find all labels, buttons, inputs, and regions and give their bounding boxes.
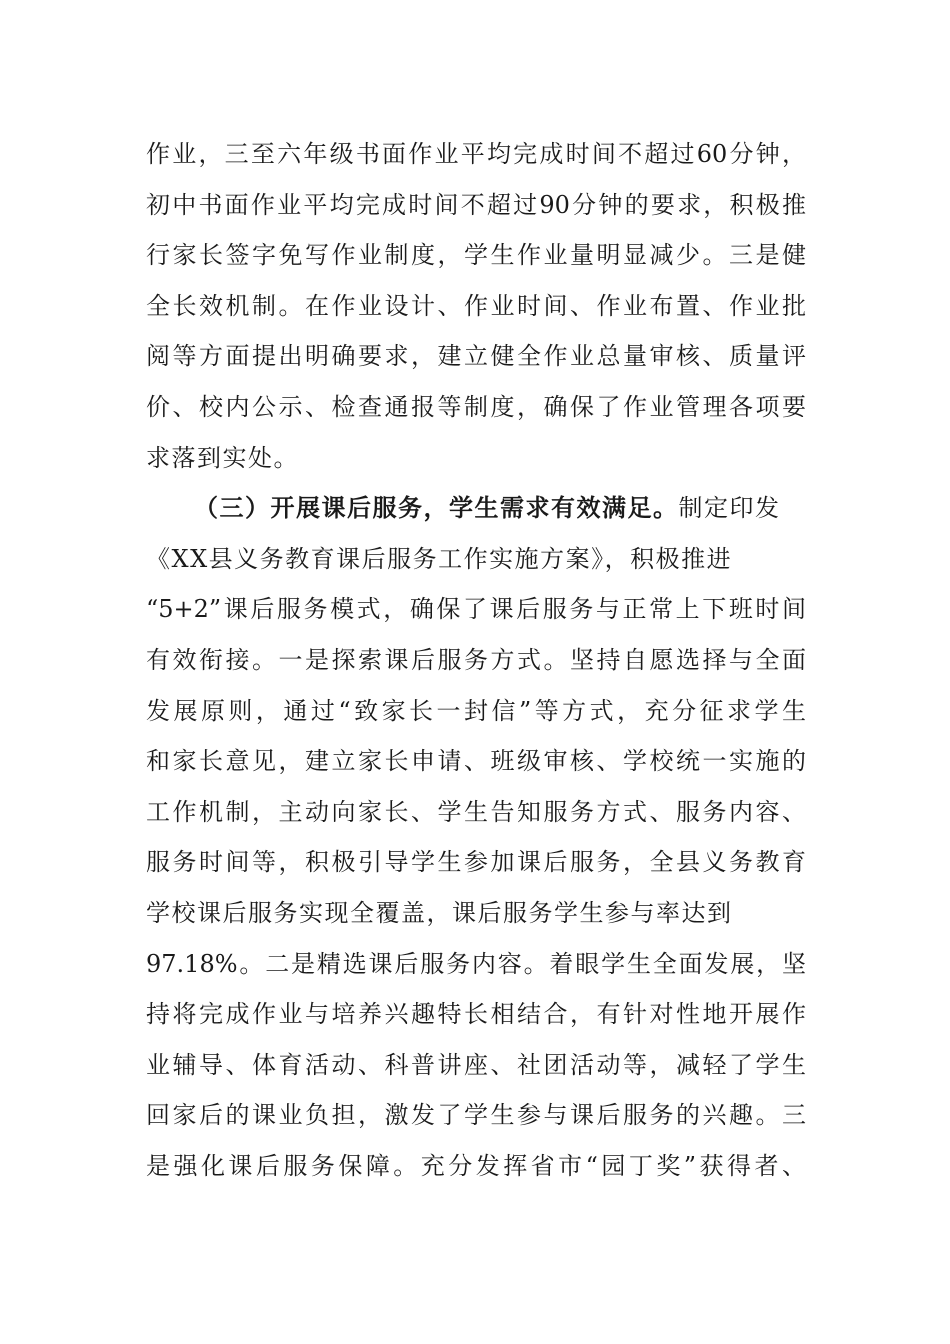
text-line: 价、校内公示、检查通报等制度，确保了作业管理各项要 — [146, 392, 806, 421]
text-run: 制定印发 — [678, 494, 781, 523]
text-line: 学校课后服务实现全覆盖，课后服务学生参与率达到 — [146, 898, 733, 927]
text-line: 行家长签字免写作业制度，学生作业量明显减少。三是健 — [146, 241, 806, 270]
text-line: 97.18%。二是精选课后服务内容。着眼学生全面发展，坚 — [146, 949, 806, 978]
text-line: 工作机制，主动向家长、学生告知服务方式、服务内容、 — [146, 797, 806, 826]
text-line: “5+2”课后服务模式，确保了课后服务与正常上下班时间 — [146, 595, 806, 624]
text-line: 发展原则，通过“致家长一封信”等方式，充分征求学生 — [146, 696, 806, 725]
text-line: 回家后的课业负担，激发了学生参与课后服务的兴趣。三 — [146, 1101, 806, 1130]
text-line: 作业，三至六年级书面作业平均完成时间不超过60分钟， — [146, 140, 806, 168]
text-line: 阅等方面提出明确要求，建立健全作业总量审核、质量评 — [146, 342, 806, 371]
text-line: 有效衔接。一是探索课后服务方式。坚持自愿选择与全面 — [146, 645, 806, 674]
section-heading-line — [146, 483, 806, 534]
document-body — [146, 129, 806, 1191]
section-heading: （三）开展课后服务，学生需求有效满足。 — [194, 493, 679, 523]
text-line: 全长效机制。在作业设计、作业时间、作业布置、作业批 — [146, 291, 806, 320]
text-line: 是强化课后服务保障。充分发挥省市“园丁奖”获得者、 — [146, 1151, 806, 1180]
text-line: 求落到实处。 — [146, 443, 299, 472]
text-line: 业辅导、体育活动、科普讲座、社团活动等，减轻了学生 — [146, 1050, 806, 1079]
text-line: 初中书面作业平均完成时间不超过90分钟的要求，积极推 — [146, 190, 806, 219]
text-line: 《XX县义务教育课后服务工作实施方案》，积极推进 — [146, 544, 733, 573]
text-line: 和家长意见，建立家长申请、班级审核、学校统一实施的 — [146, 747, 806, 776]
text-line: 持将完成作业与培养兴趣特长相结合，有针对性地开展作 — [146, 1000, 806, 1029]
text-line: 服务时间等，积极引导学生参加课后服务，全县义务教育 — [146, 848, 806, 877]
